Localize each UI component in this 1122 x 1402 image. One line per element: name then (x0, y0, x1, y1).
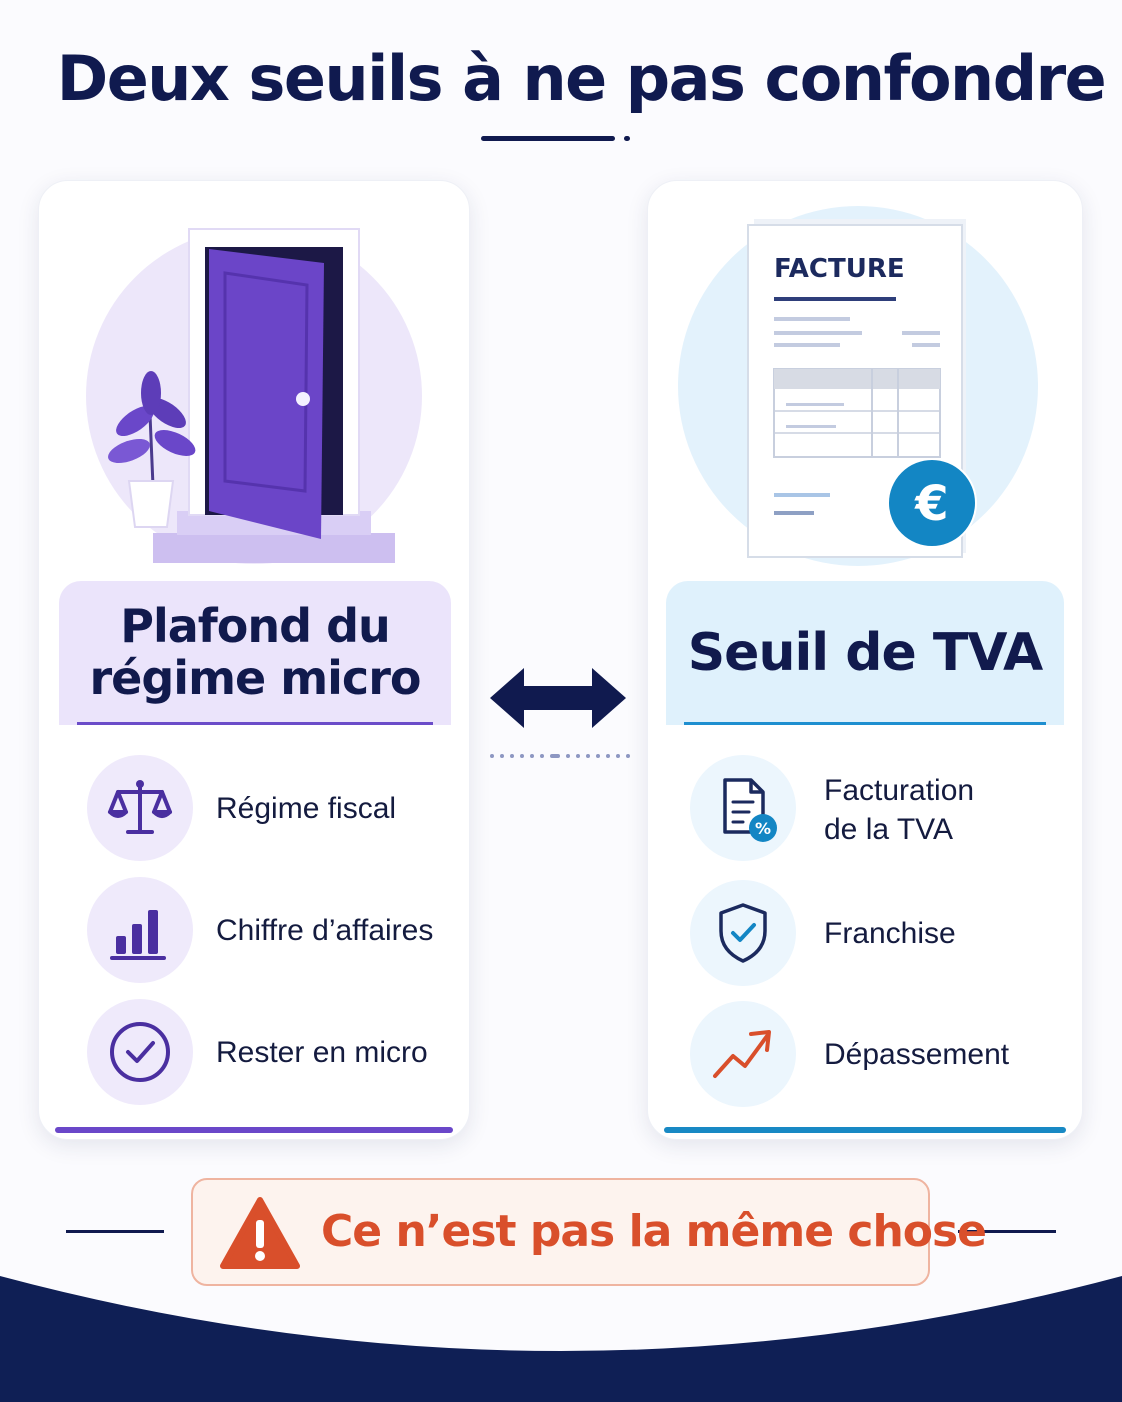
label-divider (77, 722, 433, 725)
footer-wave (0, 1276, 1122, 1402)
label-divider (684, 722, 1046, 725)
invoice-title: FACTURE (774, 254, 905, 284)
item-label: Franchise (824, 916, 956, 950)
warning-text: Ce n’est pas la même chose (321, 1206, 987, 1257)
bar-chart-icon (87, 877, 193, 983)
check-circle-icon (87, 999, 193, 1105)
card-accent-bar (55, 1127, 453, 1133)
vat-threshold-label (666, 581, 1064, 725)
micro-regime-label-line1: Plafond du (120, 599, 390, 654)
list-item (39, 875, 469, 985)
vat-threshold-card (647, 180, 1083, 1140)
item-label: Chiffre d’affaires (216, 913, 434, 947)
micro-regime-card (38, 180, 470, 1140)
micro-regime-label-line2: régime micro (89, 651, 421, 705)
scale-icon (87, 755, 193, 861)
warning-triangle-icon (219, 1196, 301, 1270)
title-underline-dot (624, 136, 630, 141)
item-label: Facturation de la TVA (824, 774, 975, 846)
title-underline (481, 136, 615, 141)
svg-text:%: % (754, 819, 772, 838)
trend-up-icon (690, 1001, 796, 1107)
left-divider-line (66, 1230, 164, 1233)
item-label: Dépassement (824, 1037, 1010, 1071)
warning-banner (191, 1178, 987, 1286)
open-door-icon (39, 181, 470, 581)
list-item (648, 999, 1082, 1109)
dotted-connector (488, 752, 632, 760)
micro-regime-label (59, 581, 451, 725)
euro-icon: € (915, 476, 949, 532)
card-accent-bar (664, 1127, 1066, 1133)
list-item (39, 997, 469, 1107)
item-label: Régime fiscal (216, 791, 397, 825)
list-item (648, 753, 1082, 863)
list-item (39, 753, 469, 863)
document-percent-icon (690, 755, 796, 861)
list-item (648, 878, 1082, 988)
vat-threshold-label-text: Seuil de TVA (687, 622, 1043, 683)
item-label: Rester en micro (216, 1035, 428, 1069)
shield-check-icon (690, 880, 796, 986)
invoice-icon (648, 181, 1083, 581)
page-title: Deux seuils à ne pas confondre (56, 42, 1106, 115)
double-arrow-icon (488, 666, 628, 730)
